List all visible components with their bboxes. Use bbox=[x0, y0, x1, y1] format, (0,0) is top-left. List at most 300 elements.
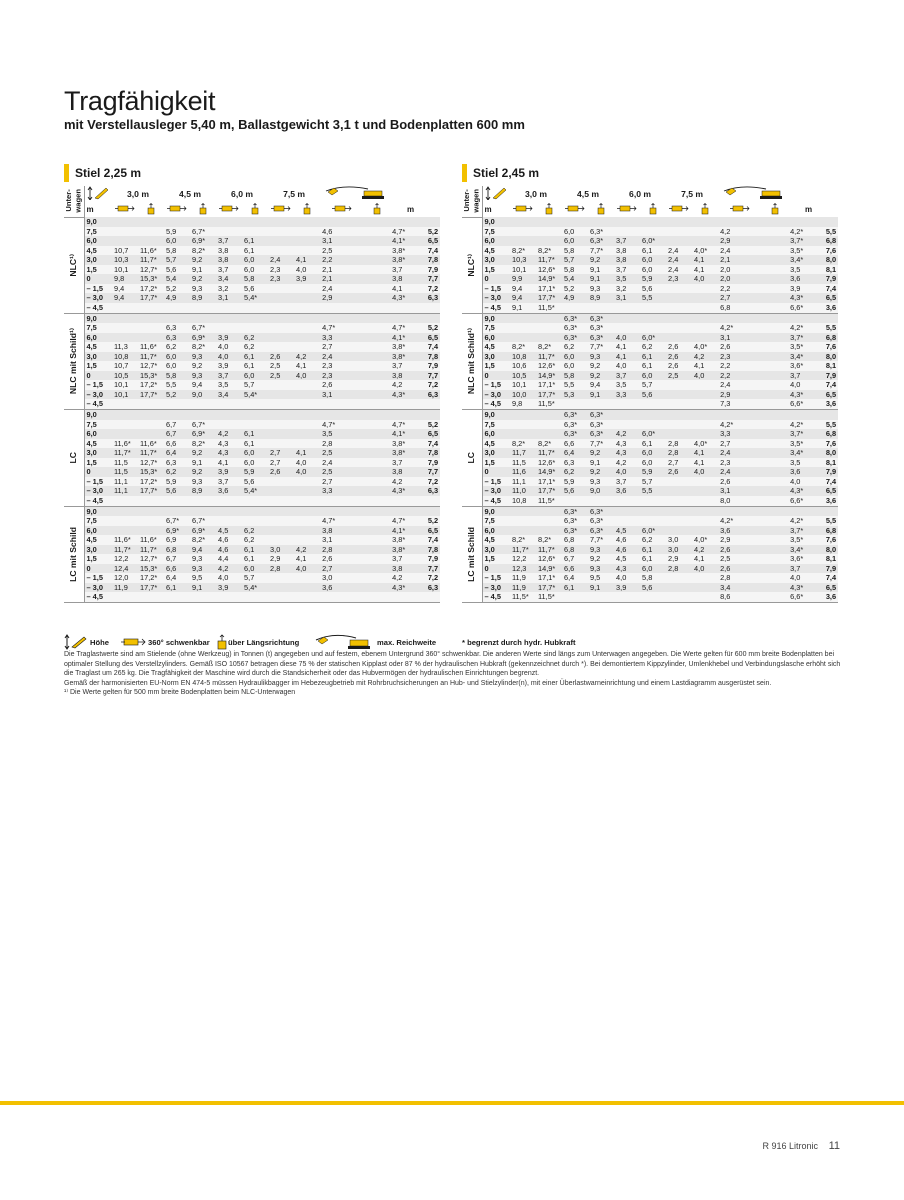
max-reach-cell: 3,6 bbox=[814, 399, 838, 409]
capacity-cell bbox=[510, 313, 536, 323]
capacity-cell: 4,0 bbox=[692, 467, 718, 477]
capacity-cell: 5,8 bbox=[562, 246, 588, 256]
capacity-cell bbox=[268, 236, 294, 246]
capacity-cell: 6,9* bbox=[190, 333, 216, 343]
max-reach-cell: 5,2 bbox=[416, 227, 440, 237]
capacity-cell bbox=[614, 313, 640, 323]
table-row bbox=[64, 467, 440, 477]
table-row bbox=[462, 486, 838, 496]
height-cell: – 4,5 bbox=[482, 592, 510, 602]
capacity-cell: 4,3* bbox=[788, 583, 814, 593]
capacity-cell bbox=[692, 390, 718, 400]
capacity-cell bbox=[536, 410, 562, 420]
capacity-cell: 17,7* bbox=[138, 583, 164, 593]
capacity-cell bbox=[164, 303, 190, 313]
max-reach-excavator-icon bbox=[720, 186, 790, 200]
capacity-cell: 2,2 bbox=[718, 284, 788, 294]
capacity-cell: 4,2 bbox=[390, 573, 416, 583]
capacity-cell: 3,5* bbox=[788, 342, 814, 352]
max-reach-cell: 7,8 bbox=[416, 352, 440, 362]
capacity-cell: 2,0 bbox=[718, 274, 788, 284]
max-reach-cell: 8,0 bbox=[814, 545, 838, 555]
capacity-cell: 9,1 bbox=[510, 303, 536, 313]
capacity-cell: 4,7* bbox=[320, 420, 390, 430]
capacity-cell: 6,7* bbox=[190, 420, 216, 430]
capacity-cell: 2,9 bbox=[718, 390, 788, 400]
max-reach-cell: 5,5 bbox=[814, 227, 838, 237]
capacity-cell: 3,9 bbox=[216, 333, 242, 343]
table-row bbox=[64, 255, 440, 265]
capacity-cell: 11,7* bbox=[112, 545, 138, 555]
rotation-icon bbox=[120, 636, 146, 648]
capacity-cell: 4,0 bbox=[216, 342, 242, 352]
capacity-cell bbox=[614, 410, 640, 420]
undercarriage-group-label bbox=[64, 313, 84, 409]
capacity-cell: 2,4 bbox=[718, 448, 788, 458]
capacity-cell: 6,9* bbox=[164, 526, 190, 536]
table-row bbox=[462, 323, 838, 333]
table-row bbox=[64, 371, 440, 381]
capacity-cell bbox=[216, 217, 242, 227]
capacity-cell: 17,2* bbox=[138, 477, 164, 487]
capacity-cell bbox=[112, 496, 138, 506]
capacity-cell bbox=[788, 410, 814, 420]
height-cell: – 1,5 bbox=[482, 284, 510, 294]
max-reach-excavator-icon bbox=[322, 186, 392, 200]
height-cell: – 3,0 bbox=[482, 293, 510, 303]
longitudinal-column-header bbox=[536, 203, 562, 218]
capacity-cell: 15,3* bbox=[138, 274, 164, 284]
max-reach-cell: 7,9 bbox=[416, 361, 440, 371]
capacity-cell bbox=[692, 410, 718, 420]
capacity-cell bbox=[294, 535, 320, 545]
capacity-cell: 3,7 bbox=[216, 371, 242, 381]
height-cell: 7,5 bbox=[84, 516, 112, 526]
capacity-cell bbox=[666, 573, 692, 583]
capacity-cell: 6,0 bbox=[640, 564, 666, 574]
capacity-cell bbox=[614, 323, 640, 333]
capacity-cell: 4,7* bbox=[390, 323, 416, 333]
capacity-cell bbox=[268, 217, 294, 227]
capacity-cell: 11,9 bbox=[112, 583, 138, 593]
capacity-cell: 3,6 bbox=[216, 486, 242, 496]
table-row bbox=[64, 284, 440, 294]
height-cell: 4,5 bbox=[84, 439, 112, 449]
capacity-cell: 7,7* bbox=[588, 246, 614, 256]
max-reach-cell: 7,2 bbox=[416, 477, 440, 487]
capacity-cell: 2,5 bbox=[268, 371, 294, 381]
capacity-cell: 9,3 bbox=[190, 352, 216, 362]
capacity-cell: 3,3 bbox=[320, 333, 390, 343]
capacity-cell bbox=[692, 477, 718, 487]
capacity-cell: 3,7 bbox=[216, 265, 242, 275]
capacity-cell: 5,3 bbox=[562, 390, 588, 400]
capacity-cell: 6,3* bbox=[588, 313, 614, 323]
capacity-cell: 6,1 bbox=[242, 439, 268, 449]
capacity-cell bbox=[112, 303, 138, 313]
capacity-cell bbox=[536, 526, 562, 536]
height-cell: 6,0 bbox=[84, 429, 112, 439]
capacity-table bbox=[64, 186, 440, 603]
max-reach-cell: 6,5 bbox=[814, 486, 838, 496]
capacity-cell: 5,6 bbox=[640, 583, 666, 593]
height-cell: – 1,5 bbox=[482, 573, 510, 583]
rotation-column-header bbox=[614, 203, 640, 218]
capacity-cell: 11,7* bbox=[536, 448, 562, 458]
max-reach-header bbox=[320, 186, 416, 203]
capacity-cell: 2,1 bbox=[718, 255, 788, 265]
capacity-cell: 3,5 bbox=[614, 274, 640, 284]
capacity-cell: 5,2 bbox=[562, 284, 588, 294]
capacity-cell: 4,0 bbox=[614, 333, 640, 343]
capacity-cell bbox=[294, 439, 320, 449]
height-cell: 3,0 bbox=[482, 255, 510, 265]
capacity-cell: 2,4 bbox=[268, 255, 294, 265]
capacity-cell bbox=[242, 516, 268, 526]
capacity-cell: 4,7* bbox=[320, 323, 390, 333]
capacity-cell: 4,1 bbox=[216, 458, 242, 468]
longitudinal-icon bbox=[198, 203, 208, 215]
capacity-cell: 3,4* bbox=[788, 448, 814, 458]
capacity-cell bbox=[666, 506, 692, 516]
max-reach-cell: 8,1 bbox=[814, 265, 838, 275]
capacity-cell bbox=[536, 333, 562, 343]
capacity-cell: 6,1 bbox=[640, 352, 666, 362]
height-cell: 3,0 bbox=[84, 545, 112, 555]
max-reach-cell bbox=[416, 217, 440, 227]
capacity-cell: 3,8 bbox=[320, 526, 390, 536]
rotation-column-header bbox=[216, 203, 242, 218]
capacity-cell: 4,3 bbox=[614, 564, 640, 574]
capacity-cell: 4,6 bbox=[614, 535, 640, 545]
height-cell: 6,0 bbox=[482, 236, 510, 246]
capacity-cell bbox=[294, 399, 320, 409]
capacity-cell: 10,7 bbox=[112, 246, 138, 256]
capacity-cell bbox=[692, 227, 718, 237]
capacity-cell: 5,4* bbox=[242, 390, 268, 400]
capacity-cell: 5,8 bbox=[164, 371, 190, 381]
capacity-cell bbox=[216, 323, 242, 333]
max-reach-cell: 7,4 bbox=[814, 380, 838, 390]
capacity-cell: 2,4 bbox=[666, 265, 692, 275]
capacity-cell: 3,8 bbox=[390, 564, 416, 574]
capacity-cell bbox=[510, 236, 536, 246]
table-row bbox=[64, 313, 440, 323]
table-row bbox=[462, 458, 838, 468]
capacity-cell: 3,4 bbox=[216, 390, 242, 400]
capacity-cell: 9,1 bbox=[190, 265, 216, 275]
table-row bbox=[64, 333, 440, 343]
undercarriage-type: NLC¹⁾ bbox=[67, 253, 78, 277]
max-reach-cell: 7,4 bbox=[814, 284, 838, 294]
height-cell: 4,5 bbox=[482, 246, 510, 256]
height-cell: – 3,0 bbox=[84, 293, 112, 303]
capacity-cell: 6,0 bbox=[164, 236, 190, 246]
capacity-cell: 11,7* bbox=[138, 352, 164, 362]
height-cell: 7,5 bbox=[84, 323, 112, 333]
rotation-column-header bbox=[510, 203, 536, 218]
capacity-cell bbox=[614, 506, 640, 516]
panel-stiel-245 bbox=[462, 164, 838, 603]
capacity-cell: 6,1 bbox=[640, 361, 666, 371]
capacity-cell bbox=[536, 429, 562, 439]
capacity-cell bbox=[640, 399, 666, 409]
capacity-cell: 2,6 bbox=[666, 467, 692, 477]
table-row bbox=[462, 236, 838, 246]
capacity-cell: 5,7 bbox=[242, 573, 268, 583]
table-row bbox=[462, 352, 838, 362]
height-cell: 7,5 bbox=[482, 420, 510, 430]
table-row bbox=[462, 410, 838, 420]
capacity-cell: 3,1 bbox=[614, 293, 640, 303]
capacity-cell: 8,2* bbox=[190, 342, 216, 352]
capacity-cell bbox=[562, 303, 588, 313]
capacity-cell: 6,6 bbox=[562, 564, 588, 574]
capacity-cell: 6,3* bbox=[588, 429, 614, 439]
max-reach-cell: 7,9 bbox=[814, 467, 838, 477]
height-cell: 7,5 bbox=[482, 323, 510, 333]
capacity-cell: 6,0 bbox=[562, 352, 588, 362]
capacity-cell bbox=[138, 236, 164, 246]
capacity-cell: 12,2 bbox=[112, 554, 138, 564]
max-reach-cell: 6,5 bbox=[814, 293, 838, 303]
capacity-cell: 9,2 bbox=[588, 554, 614, 564]
capacity-cell bbox=[138, 592, 164, 602]
capacity-cell: 6,3* bbox=[588, 526, 614, 536]
capacity-cell: 11,1 bbox=[510, 477, 536, 487]
capacity-cell: 11,7* bbox=[112, 448, 138, 458]
capacity-cell: 6,1 bbox=[242, 236, 268, 246]
capacity-cell bbox=[294, 420, 320, 430]
longitudinal-column-header bbox=[588, 203, 614, 218]
capacity-cell bbox=[666, 323, 692, 333]
capacity-cell: 9,3 bbox=[588, 545, 614, 555]
max-reach-cell: 7,8 bbox=[416, 448, 440, 458]
capacity-cell: 8,2* bbox=[190, 246, 216, 256]
capacity-cell: 5,7 bbox=[640, 477, 666, 487]
capacity-cell: 10,8 bbox=[510, 496, 536, 506]
rotation-icon bbox=[669, 204, 689, 213]
capacity-cell: 8,6 bbox=[718, 592, 788, 602]
capacity-cell bbox=[138, 323, 164, 333]
capacity-cell: 4,6 bbox=[216, 535, 242, 545]
capacity-cell: 12,7* bbox=[138, 458, 164, 468]
capacity-cell bbox=[320, 506, 390, 516]
capacity-cell: 10,1 bbox=[112, 390, 138, 400]
capacity-cell: 3,1 bbox=[718, 333, 788, 343]
height-cell: 1,5 bbox=[84, 554, 112, 564]
capacity-cell bbox=[242, 592, 268, 602]
capacity-cell bbox=[216, 410, 242, 420]
capacity-cell bbox=[294, 246, 320, 256]
capacity-cell bbox=[138, 516, 164, 526]
capacity-cell bbox=[666, 477, 692, 487]
capacity-cell bbox=[268, 246, 294, 256]
capacity-cell: 11,5* bbox=[536, 496, 562, 506]
unit-m-header: m bbox=[390, 203, 416, 218]
capacity-cell bbox=[718, 506, 788, 516]
max-reach-cell: 3,6 bbox=[814, 496, 838, 506]
capacity-cell bbox=[242, 217, 268, 227]
capacity-cell: 4,0 bbox=[788, 573, 814, 583]
capacity-cell: 11,7* bbox=[138, 255, 164, 265]
capacity-cell bbox=[510, 506, 536, 516]
header-row-radius bbox=[64, 186, 440, 203]
capacity-cell: 4,0 bbox=[216, 352, 242, 362]
capacity-cell bbox=[164, 506, 190, 516]
capacity-cell: 10,8 bbox=[112, 352, 138, 362]
max-reach-cell: 7,8 bbox=[416, 545, 440, 555]
capacity-cell bbox=[268, 333, 294, 343]
max-reach-cell bbox=[416, 313, 440, 323]
table-row bbox=[462, 545, 838, 555]
rotation-column-header bbox=[320, 203, 364, 218]
capacity-cell bbox=[640, 496, 666, 506]
footnotes bbox=[64, 650, 844, 698]
capacity-cell: 4,2 bbox=[390, 380, 416, 390]
capacity-cell: 2,9 bbox=[320, 293, 390, 303]
capacity-cell: 6,0 bbox=[640, 371, 666, 381]
capacity-cell: 4,6 bbox=[320, 227, 390, 237]
capacity-cell: 9,3 bbox=[190, 477, 216, 487]
capacity-cell: 12,6* bbox=[536, 554, 562, 564]
rotation-column-header bbox=[112, 203, 138, 218]
height-cell: – 4,5 bbox=[482, 496, 510, 506]
capacity-cell bbox=[692, 486, 718, 496]
capacity-cell bbox=[320, 217, 390, 227]
table-row bbox=[462, 255, 838, 265]
capacity-cell: 2,2 bbox=[320, 255, 390, 265]
capacity-cell bbox=[268, 399, 294, 409]
capacity-cell: 9,1 bbox=[190, 583, 216, 593]
capacity-cell: 10,1 bbox=[510, 265, 536, 275]
capacity-cell: 6,2 bbox=[164, 342, 190, 352]
capacity-cell bbox=[588, 399, 614, 409]
capacity-cell: 6,7 bbox=[562, 554, 588, 564]
capacity-cell: 11,5* bbox=[536, 399, 562, 409]
capacity-cell: 12,0 bbox=[112, 573, 138, 583]
capacity-cell: 6,7* bbox=[190, 516, 216, 526]
capacity-cell: 11,3 bbox=[112, 342, 138, 352]
undercarriage-label: Unter- wagen bbox=[462, 189, 481, 214]
table-row bbox=[64, 390, 440, 400]
height-cell: 0 bbox=[84, 371, 112, 381]
rotation-icon bbox=[730, 204, 750, 213]
height-cell: 0 bbox=[84, 274, 112, 284]
capacity-cell: 4,2 bbox=[216, 564, 242, 574]
capacity-cell bbox=[536, 420, 562, 430]
height-cell: 4,5 bbox=[84, 246, 112, 256]
table-row bbox=[462, 429, 838, 439]
height-cell: 9,0 bbox=[482, 506, 510, 516]
capacity-cell bbox=[164, 592, 190, 602]
capacity-cell: 3,6 bbox=[788, 467, 814, 477]
page-number: 11 bbox=[828, 1140, 840, 1152]
capacity-cell bbox=[112, 313, 138, 323]
capacity-cell: 9,3 bbox=[588, 477, 614, 487]
capacity-cell: 3,4 bbox=[216, 274, 242, 284]
capacity-cell: 3,8* bbox=[390, 352, 416, 362]
capacity-cell bbox=[164, 217, 190, 227]
height-cell: – 3,0 bbox=[482, 583, 510, 593]
capacity-cell: 4,0 bbox=[294, 467, 320, 477]
capacity-cell: 5,8 bbox=[640, 573, 666, 583]
capacity-cell: 3,9 bbox=[216, 583, 242, 593]
capacity-cell bbox=[390, 399, 416, 409]
capacity-cell bbox=[242, 506, 268, 516]
max-reach-cell bbox=[416, 399, 440, 409]
capacity-cell bbox=[666, 429, 692, 439]
capacity-cell bbox=[640, 323, 666, 333]
capacity-cell: 5,7 bbox=[562, 255, 588, 265]
capacity-cell bbox=[268, 429, 294, 439]
legend-longitudinal: über Längsrichtung bbox=[228, 638, 300, 647]
max-reach-cell: 7,9 bbox=[416, 554, 440, 564]
legend-rotation: 360° schwenkbar bbox=[148, 638, 210, 647]
capacity-cell: 9,2 bbox=[190, 467, 216, 477]
capacity-cell bbox=[294, 506, 320, 516]
capacity-cell bbox=[268, 342, 294, 352]
capacity-cell: 6,2 bbox=[640, 535, 666, 545]
table-row bbox=[64, 274, 440, 284]
capacity-cell bbox=[268, 390, 294, 400]
capacity-cell bbox=[112, 333, 138, 343]
longitudinal-icon bbox=[250, 203, 260, 215]
capacity-cell: 2,3 bbox=[718, 458, 788, 468]
capacity-cell: 2,4 bbox=[718, 246, 788, 256]
capacity-cell: 4,7* bbox=[320, 516, 390, 526]
radius-header: 6,0 m bbox=[216, 186, 268, 203]
max-reach-cell: 5,5 bbox=[814, 420, 838, 430]
capacity-cell bbox=[138, 399, 164, 409]
capacity-cell: 6,7* bbox=[164, 516, 190, 526]
capacity-cell: 5,6 bbox=[640, 390, 666, 400]
capacity-cell: 9,2 bbox=[190, 274, 216, 284]
capacity-cell: 11,9 bbox=[510, 583, 536, 593]
capacity-cell: 3,1 bbox=[320, 535, 390, 545]
capacity-cell: 11,7* bbox=[138, 545, 164, 555]
capacity-cell bbox=[510, 217, 536, 227]
table-row bbox=[462, 274, 838, 284]
capacity-cell: 6,0* bbox=[640, 429, 666, 439]
capacity-cell: 4,3 bbox=[614, 448, 640, 458]
max-reach-cell: 6,8 bbox=[814, 429, 838, 439]
capacity-cell: 2,9 bbox=[268, 554, 294, 564]
capacity-cell: 3,5* bbox=[788, 439, 814, 449]
table-row bbox=[462, 535, 838, 545]
capacity-cell bbox=[320, 496, 390, 506]
capacity-cell: 2,7 bbox=[666, 458, 692, 468]
capacity-cell: 6,2 bbox=[242, 342, 268, 352]
capacity-cell bbox=[112, 399, 138, 409]
capacity-cell bbox=[788, 313, 814, 323]
capacity-cell: 3,8 bbox=[216, 246, 242, 256]
capacity-cell bbox=[190, 496, 216, 506]
height-cell: – 1,5 bbox=[84, 284, 112, 294]
capacity-cell bbox=[320, 313, 390, 323]
capacity-cell: 17,1* bbox=[536, 477, 562, 487]
table-row bbox=[462, 467, 838, 477]
unit-m-header: m bbox=[84, 203, 112, 218]
panel-title: Stiel 2,25 m bbox=[64, 164, 440, 182]
capacity-cell bbox=[294, 284, 320, 294]
capacity-cell: 3,7* bbox=[788, 429, 814, 439]
capacity-cell: 6,7 bbox=[164, 420, 190, 430]
capacity-cell: 11,9 bbox=[510, 573, 536, 583]
capacity-cell: 6,7 bbox=[164, 429, 190, 439]
table-row bbox=[462, 477, 838, 487]
capacity-cell: 2,7 bbox=[718, 439, 788, 449]
